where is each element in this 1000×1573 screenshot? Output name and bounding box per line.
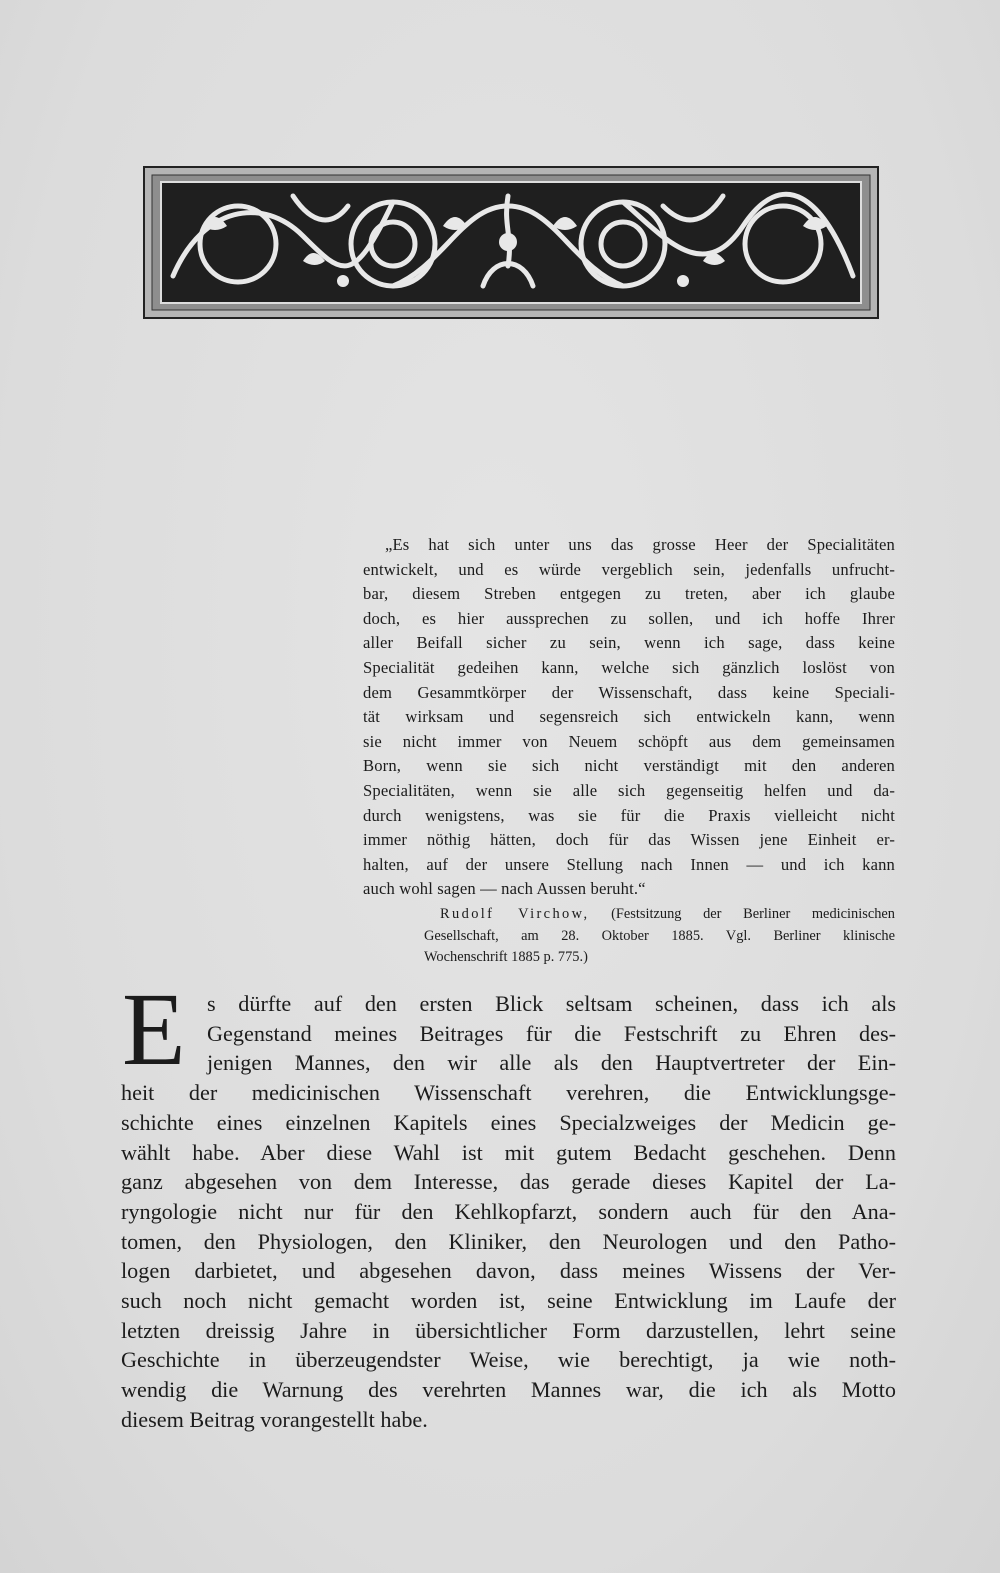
body-line: wendig die Warnung des verehrten Mannes war, die ich als Motto [121,1377,896,1403]
motto-line: Born, wenn sie sich nicht verständigt mit den anderen [363,756,895,776]
body-line: jenigen Mannes, den wir alle als den Hauptvertreter der Ein- [207,1050,896,1076]
motto-quotation [363,533,895,902]
motto-line: auch wohl sagen — nach Aussen beruht.“ [363,879,646,899]
citation-author: Rudolf Virchow, [440,906,590,922]
body-line: wählt habe. Aber diese Wahl ist mit gutem Bedacht geschehen. Denn [121,1139,896,1165]
motto-line: Specialitäten, wenn sie alle sich gegenseitig helfen und da- [363,780,895,800]
body-line: ganz abgesehen von dem Interesse, das gerade dieses Kapitel der La- [121,1169,896,1195]
motto-line: tät wirksam und segensreich sich entwickeln kann, wenn [363,707,895,727]
motto-line: immer nöthig hätten, doch für das Wissen jene Einheit er- [363,830,895,850]
body-line: s dürfte auf den ersten Blick seltsam scheinen, dass ich als [207,991,896,1016]
motto-line: sie nicht immer von Neuem schöpft aus dem gemeinsamen [363,731,895,751]
drop-cap: E [122,972,186,1087]
motto-line: doch, es hier aussprechen zu sollen, und ich hoffe Ihrer [363,608,895,628]
motto-line: durch wenigstens, was sie für die Praxis vielleicht nicht [363,805,895,825]
body-line: letzten dreissig Jahre in übersichtlicher Form darzustellen, lehrt seine [121,1317,896,1343]
body-paragraph [121,989,896,1435]
motto-line: halten, auf der unsere Stellung nach Innen — und ich kann [363,854,895,874]
body-line: diesem Beitrag vorangestellt habe. [121,1406,428,1432]
body-line: schichte eines einzelnen Kapitels eines Specialzweiges der Medicin ge- [121,1109,896,1135]
motto-line: aller Beifall sicher zu sein, wenn ich sage, dass keine [363,633,895,653]
body-line: heit der medicinischen Wissenschaft verehren, die Entwicklungsge- [121,1080,896,1106]
body-line: such noch nicht gemacht worden ist, seine Entwicklung im Laufe der [121,1288,896,1314]
ornamental-header-band [143,166,879,319]
body-line: ryngologie nicht nur für den Kehlkopfarzt, sondern auch für den Ana- [121,1198,896,1224]
motto-line: „Es hat sich unter uns das grosse Heer der Specialitäten [385,535,895,554]
citation-line [440,904,895,926]
body-line: logen darbietet, und abgesehen davon, dass meines Wissens der Ver- [121,1258,896,1284]
citation-line: Wochenschrift 1885 p. 775.) [424,949,588,966]
motto-line: Specialität gedeihen kann, welche sich gänzlich loslöst von [363,657,895,677]
body-line: Geschichte in überzeugendster Weise, wie berechtigt, ja wie noth- [121,1347,896,1373]
body-line: Gegenstand meines Beitrages für die Festschrift zu Ehren des- [207,1020,896,1046]
motto-line: dem Gesammtkörper der Wissenschaft, dass keine Speciali- [363,682,895,702]
motto-line: entwickelt, und es würde vergeblich sein, jedenfalls unfrucht- [363,559,895,579]
citation-source: (Festsitzung der Berliner medicinischen [611,906,895,922]
motto-line: bar, diesem Streben entgegen zu treten, aber ich glaube [363,584,895,604]
body-line: tomen, den Physiologen, den Kliniker, den Neurologen und den Patho- [121,1228,896,1254]
motto-citation [424,904,895,969]
citation-line: Gesellschaft, am 28. Oktober 1885. Vgl. Berliner klinische [424,927,895,944]
